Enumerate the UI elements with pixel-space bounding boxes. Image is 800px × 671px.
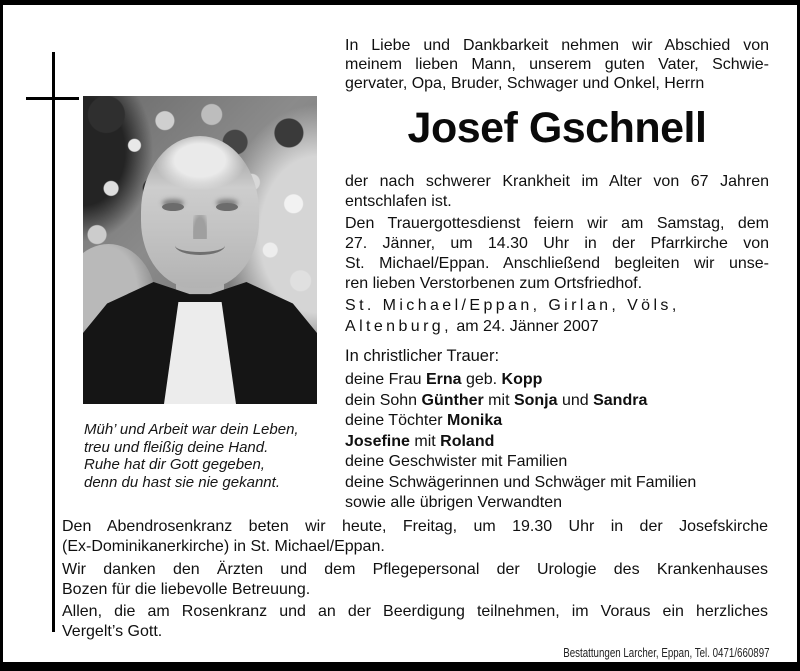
mourner-line [345,493,769,514]
rosary-paragraph [62,517,768,557]
name-emphasis: Monika [447,412,503,429]
text-segment: St. Michael/Eppan, Girlan, Völs, [345,297,680,314]
gratitude-paragraph [62,602,768,642]
text-segment: Altenburg, [345,318,452,335]
service-line: Den Trauergottesdienst feiern wir am Samstag, dem [345,215,769,232]
text-segment: deine Schwägerinnen und Schwäger mit Familien [345,473,697,491]
text-segment: dein Sohn [345,391,422,409]
photo-caption-poem [84,421,338,491]
photo-left-eye [162,203,184,211]
thanks-line: Bozen für die liebevolle Betreuung. [62,581,311,598]
photo-face [141,136,259,288]
poem-line: denn du hast sie nie gekannt. [84,473,280,491]
text-segment: deine Töchter [345,412,447,429]
mourner-line [345,391,769,412]
intro-paragraph [345,36,769,93]
service-line: ren lieben Verstorbenen zum Ortsfriedhof. [345,275,643,292]
text-segment: mit [409,432,441,450]
poem-line: Ruhe hat dir Gott gegeben, [84,456,265,473]
residence-line [345,295,769,316]
thanks-paragraph [62,560,768,600]
service-line: St. Michael/Eppan. Anschließend begleiten wir unse- [345,255,769,272]
intro-line: meinem lieben Mann, unserem guten Vater, Schwie- [345,56,769,73]
poem-line: Müh’ und Arbeit war dein Leben, [84,421,299,438]
death-line: der nach schwerer Krankheit im Alter von 67 Jahren [345,173,769,190]
funeral-home-credit-text: Bestattungen Larcher, Eppan, Tel. 0471/660897 [563,646,770,660]
mourner-line [345,473,769,494]
text-segment: sowie alle übrigen Verwandten [345,494,563,511]
gratitude-line: Allen, die am Rosenkranz und an der Beerdigung teilnehmen, im Voraus ein herzliches [62,603,768,620]
residence-date-lines [345,295,769,337]
portrait-photo [83,96,317,404]
funeral-home-credit [505,646,770,660]
text-segment: deine Frau [345,371,426,388]
mourner-line [345,370,769,391]
photo-right-eye [216,203,238,211]
mourner-line [345,411,769,432]
name-emphasis: Josefine [345,432,410,450]
gratitude-line: Vergelt’s Gott. [62,623,163,640]
thanks-line: Wir danken den Ärzten und dem Pflegepersonal der Urologie des Krankenhauses [62,561,768,578]
name-emphasis: Günther [421,391,484,409]
name-emphasis: Erna [425,371,462,388]
service-line: 27. Jänner, um 14.30 Uhr in der Pfarrkirche von [345,235,769,252]
text-segment: geb. [461,371,502,388]
residence-line [345,316,769,337]
mourner-line [345,452,769,473]
mourning-header: In christlicher Trauer: [345,347,500,365]
intro-line: gervater, Opa, Bruder, Schwager und Onkel, Herrn [345,75,705,92]
mourners-list [345,370,769,514]
mourner-line [345,432,769,453]
name-emphasis: Sonja [513,391,558,409]
name-emphasis: Sandra [593,391,648,409]
poem-line: treu und fleißig deine Hand. [84,438,269,456]
intro-line: In Liebe und Dankbarkeit nehmen wir Abschied von [345,37,769,54]
funeral-service-paragraph [345,214,769,294]
text-segment: am 24. Jänner 2007 [451,318,599,335]
text-segment: und [557,391,594,409]
death-statement [345,172,769,211]
rosary-line: Den Abendrosenkranz beten wir heute, Freitag, um 19.30 Uhr in der Josefskirche [62,518,768,535]
photo-smile [175,236,225,255]
text-segment: deine Geschwister mit Familien [345,453,568,470]
cross-icon-crossbar [26,97,79,100]
cross-icon [52,52,55,632]
death-line: entschlafen ist. [345,192,452,210]
text-segment: mit [483,391,514,409]
name-emphasis: Roland [440,432,495,450]
deceased-name: Josef Gschnell [407,104,707,152]
rosary-line: (Ex-Dominikanerkirche) in St. Michael/Eppan. [62,538,385,555]
name-emphasis: Kopp [501,371,543,388]
